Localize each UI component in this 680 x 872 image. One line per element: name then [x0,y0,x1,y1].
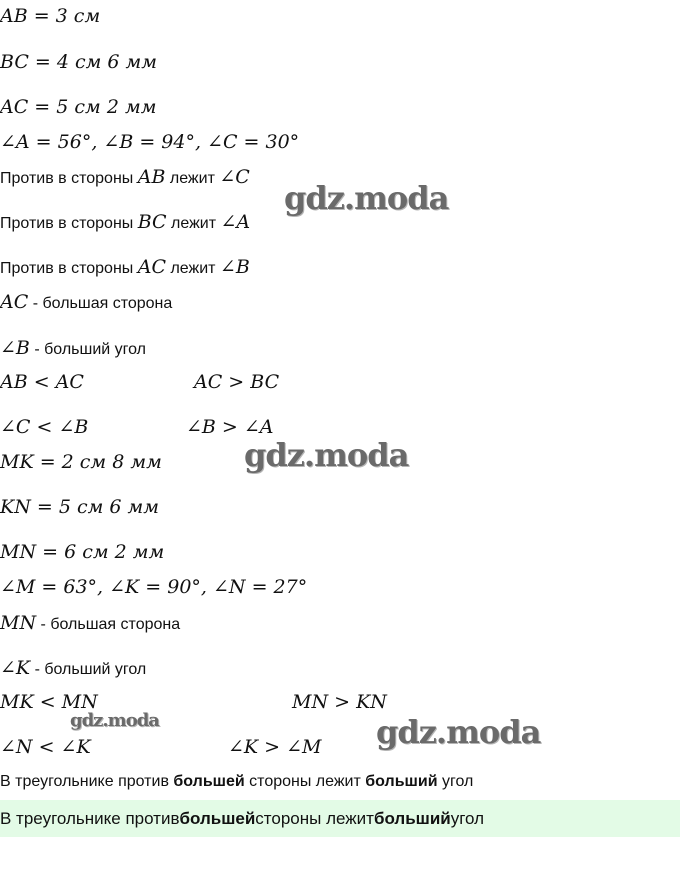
opposite-ab-line: Против в стороны AB лежит ∠C [0,166,250,188]
comparison-angles-1: ∠C < ∠B [0,416,89,438]
comparison-sides-3: MK < MN [0,691,98,713]
comparison-angles-4: ∠K > ∠M [228,736,322,758]
equation-mk: MK = 2 см 8 мм [0,451,162,473]
largest-angle-line-2: ∠K - больший угол [0,657,147,679]
opposite-ac-line: Против в стороны AC лежит ∠B [0,256,250,278]
equation-ac: AC = 5 см 2 мм [0,96,157,118]
equation-mn: MN = 6 см 2 мм [0,541,165,563]
equation-bc: BC = 4 см 6 мм [0,51,158,73]
comparison-sides-4: MN > KN [292,691,387,713]
equation-ab: AB = 3 см [0,5,101,27]
comparison-sides-2: AC > BC [194,371,280,393]
opposite-bc-line: Против в стороны BC лежит ∠A [0,211,251,233]
comparison-sides-1: AB < AC [0,371,84,393]
watermark-logo: gdz.moda [284,179,449,217]
watermark-logo: gdz.moda [244,436,409,474]
watermark-logo: gdz.moda [70,710,159,731]
largest-side-line: AC - большая сторона [0,291,173,313]
comparison-angles-3: ∠N < ∠K [0,736,91,758]
comparison-angles-2: ∠B > ∠A [186,416,274,438]
answer-box: В треугольнике против большей стороны лежит больший угол [0,800,680,837]
largest-angle-line: ∠B - больший угол [0,337,147,359]
largest-side-line-2: MN - большая сторона [0,612,181,634]
angles-mkn: ∠M = 63°, ∠K = 90°, ∠N = 27° [0,576,308,598]
angles-abc: ∠A = 56°, ∠B = 94°, ∠C = 30° [0,131,300,153]
conclusion-text: В треугольнике против большей стороны лежит больший угол [0,773,474,790]
watermark-logo: gdz.moda [376,713,541,751]
equation-kn: KN = 5 см 6 мм [0,496,160,518]
